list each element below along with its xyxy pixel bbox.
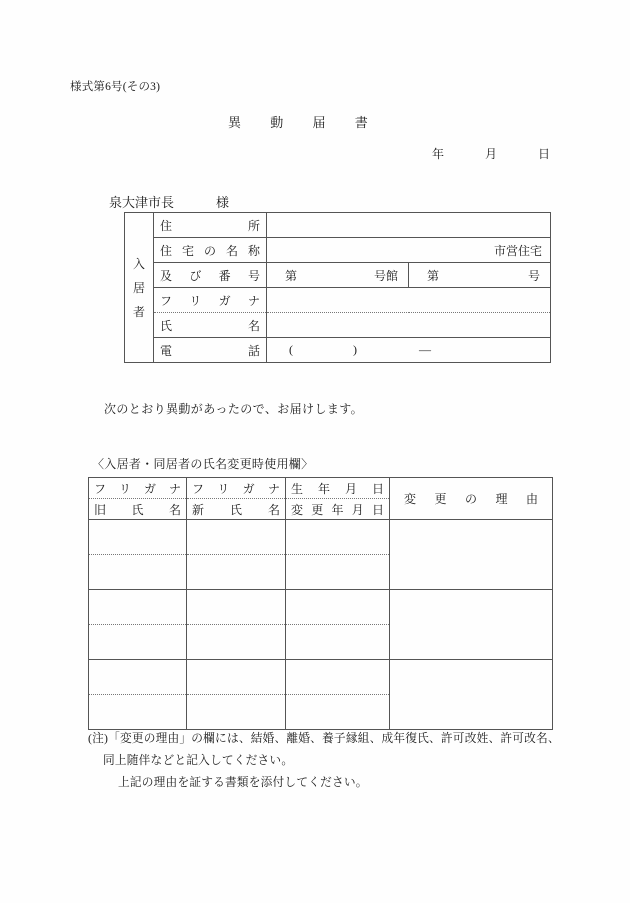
birth-date-char-3: 月: [344, 481, 357, 496]
housing-number-char-4: 号: [247, 268, 260, 283]
change-date-char-1: 変: [291, 502, 304, 517]
furigana-char-3: ガ: [218, 293, 231, 308]
reason-char-2: 更: [434, 492, 447, 506]
new-name-char-2: 氏: [229, 502, 242, 517]
date-line: 年 月 日: [432, 147, 570, 161]
header-change-date: [286, 499, 390, 520]
row-3-old-name-field[interactable]: [89, 695, 187, 730]
row-3-new-furigana-field[interactable]: [187, 660, 286, 695]
side-label-resident: [125, 213, 154, 363]
table-row: [125, 263, 551, 288]
header-old-furigana: [89, 478, 187, 499]
row-3-change-date-field[interactable]: [286, 695, 390, 730]
new-name-char-1: 新: [192, 502, 205, 517]
old-name-char-1: 旧: [94, 502, 107, 517]
housing-name-char-2: 宅: [181, 243, 194, 258]
room-number-field[interactable]: [409, 263, 551, 288]
phone-paren-open: (: [289, 342, 293, 357]
housing-number-char-3: 番: [218, 268, 231, 283]
row-1-old-furigana-field[interactable]: [89, 520, 187, 555]
side-label-char-1: 入: [132, 256, 145, 271]
new-furigana-char-4: ナ: [267, 481, 280, 496]
furigana-value-field[interactable]: [267, 288, 551, 313]
old-name-char-3: 名: [168, 502, 181, 517]
row-1-change-date-field[interactable]: [286, 555, 390, 590]
table-header-row: [89, 478, 553, 499]
old-furigana-char-3: ガ: [143, 481, 156, 496]
phone-label: [154, 338, 267, 363]
row-3-reason-field[interactable]: [390, 660, 553, 730]
change-date-char-2: 更: [311, 502, 324, 517]
address-label-left: 住: [160, 218, 173, 233]
note-line-3: 上記の理由を証する書類を添付してください。: [118, 776, 368, 789]
building-number-suffix: 号館: [373, 268, 398, 283]
reason-char-1: 変: [404, 492, 417, 506]
housing-name-label: [154, 238, 267, 263]
row-2-new-furigana-field[interactable]: [187, 590, 286, 625]
name-value-field[interactable]: [267, 313, 551, 338]
birth-date-char-4: 日: [371, 481, 384, 496]
row-3-birth-date-field[interactable]: [286, 660, 390, 695]
header-new-name: [187, 499, 286, 520]
building-number-prefix: 第: [285, 268, 298, 283]
phone-value-field[interactable]: [267, 338, 551, 363]
header-birth-date: [286, 478, 390, 499]
table-row: [125, 313, 551, 338]
furigana-char-2: リ: [189, 293, 202, 308]
change-date-char-3: 年: [331, 502, 344, 517]
row-1-old-name-field[interactable]: [89, 555, 187, 590]
furigana-char-4: ナ: [247, 293, 260, 308]
table-row: [125, 213, 551, 238]
old-name-char-2: 氏: [131, 502, 144, 517]
header-old-name: [89, 499, 187, 520]
address-value-field[interactable]: [267, 213, 551, 238]
row-2-change-date-field[interactable]: [286, 625, 390, 660]
page-title: 異 動 届 書: [228, 115, 381, 130]
table-row: [125, 238, 551, 263]
row-2-birth-date-field[interactable]: [286, 590, 390, 625]
header-new-furigana: [187, 478, 286, 499]
housing-name-char-4: 名: [225, 243, 238, 258]
row-1-birth-date-field[interactable]: [286, 520, 390, 555]
addressee-honorific: 様: [216, 195, 230, 210]
table-row: [89, 660, 553, 695]
municipal-housing-value[interactable]: 市営住宅: [267, 238, 551, 263]
row-2-old-furigana-field[interactable]: [89, 590, 187, 625]
housing-number-char-1: 及: [160, 268, 173, 283]
name-change-table: [88, 477, 553, 730]
furigana-char-1: フ: [160, 293, 173, 308]
housing-name-char-5: 称: [247, 243, 260, 258]
building-number-field[interactable]: [267, 263, 409, 288]
old-furigana-char-2: リ: [118, 481, 131, 496]
row-1-reason-field[interactable]: [390, 520, 553, 590]
addressee-name: 泉大津市長: [109, 195, 175, 210]
phone-dash: —: [419, 342, 431, 357]
row-1-new-name-field[interactable]: [187, 555, 286, 590]
header-reason: [390, 478, 553, 520]
phone-paren-close: ): [353, 342, 357, 357]
table-row: [125, 338, 551, 363]
row-3-new-name-field[interactable]: [187, 695, 286, 730]
change-date-char-5: 日: [371, 502, 384, 517]
housing-name-char-1: 住: [160, 243, 173, 258]
note-line-2: 同上随伴などと記入してください。: [103, 754, 294, 767]
name-label: [154, 313, 267, 338]
birth-date-char-2: 年: [317, 481, 330, 496]
phone-label-right: 話: [247, 343, 260, 358]
resident-info-table: [124, 212, 551, 363]
table-row: [89, 590, 553, 625]
housing-name-char-3: の: [203, 243, 216, 258]
reason-char-4: 理: [495, 492, 508, 506]
row-1-new-furigana-field[interactable]: [187, 520, 286, 555]
address-label: [154, 213, 267, 238]
address-label-right: 所: [247, 218, 260, 233]
table-row: [125, 288, 551, 313]
reason-char-3: の: [464, 492, 477, 506]
change-date-char-4: 月: [351, 502, 364, 517]
room-number-suffix: 号: [527, 268, 540, 283]
reason-char-5: 由: [525, 492, 538, 506]
row-2-old-name-field[interactable]: [89, 625, 187, 660]
old-furigana-char-4: ナ: [168, 481, 181, 496]
housing-number-char-2: び: [189, 268, 202, 283]
room-number-prefix: 第: [427, 268, 440, 283]
row-2-reason-field[interactable]: [390, 590, 553, 660]
new-furigana-char-1: フ: [192, 481, 205, 496]
new-furigana-char-3: ガ: [242, 481, 255, 496]
side-label-char-2: 居: [132, 280, 145, 295]
name-label-left: 氏: [160, 318, 173, 333]
housing-number-label: [154, 263, 267, 288]
birth-date-char-1: 生: [291, 481, 304, 496]
old-furigana-char-1: フ: [94, 481, 107, 496]
phone-label-left: 電: [160, 343, 173, 358]
name-label-right: 名: [247, 318, 260, 333]
table-row: [89, 520, 553, 555]
statement-text: 次のとおり異動があったので、お届けします。: [104, 402, 364, 416]
new-furigana-char-2: リ: [217, 481, 230, 496]
row-3-old-furigana-field[interactable]: [89, 660, 187, 695]
side-label-char-3: 者: [132, 304, 145, 319]
new-name-char-3: 名: [267, 502, 280, 517]
row-2-new-name-field[interactable]: [187, 625, 286, 660]
furigana-label: [154, 288, 267, 313]
note-line-1: (注)「変更の理由」の欄には、結婚、離婚、養子縁組、成年復氏、許可改姓、許可改名、: [88, 732, 560, 745]
section-caption: 〈入居者・同居者の氏名変更時使用欄〉: [92, 457, 314, 471]
form-code-label: 様式第6号(その3): [70, 81, 161, 93]
